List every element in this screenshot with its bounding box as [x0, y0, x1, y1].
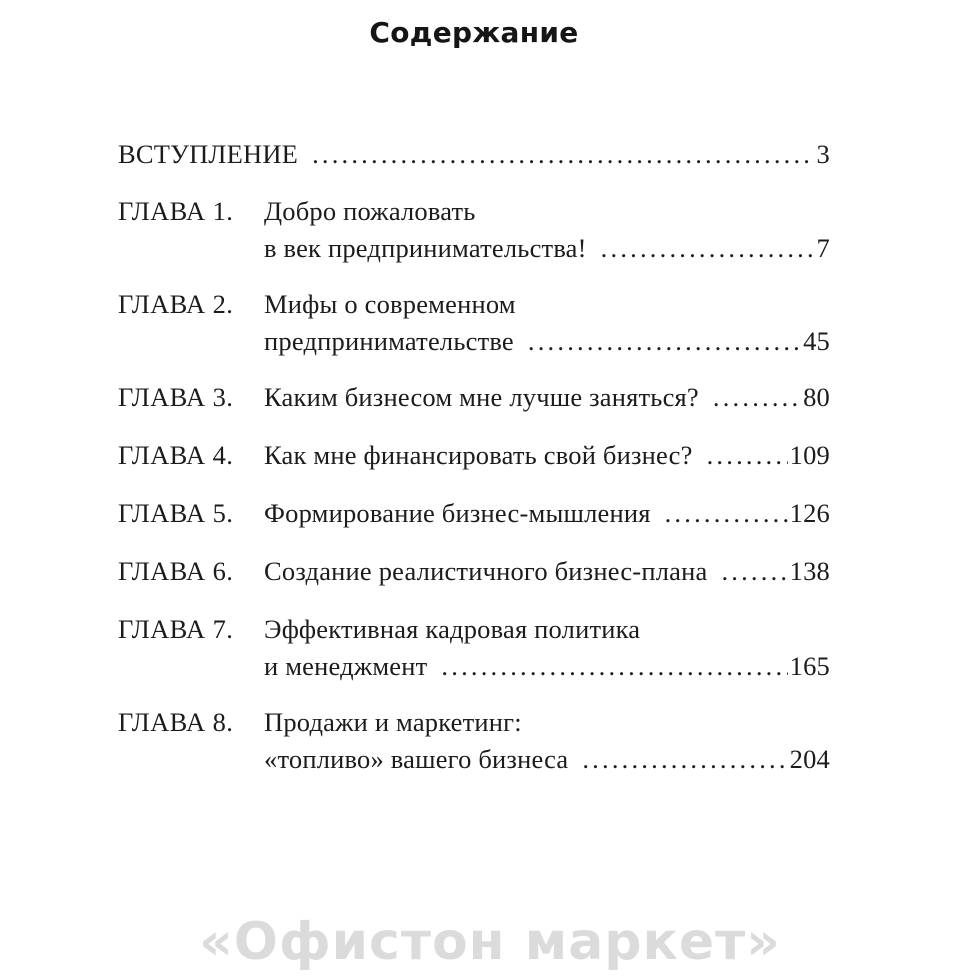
toc-title-line: Мифы о современном — [264, 289, 516, 319]
toc-final-line — [264, 648, 830, 685]
watermark: «Офистон маркет» — [199, 912, 781, 972]
toc-final-line — [264, 741, 830, 778]
toc-title-line: Формирование бизнес-мышления — [264, 498, 651, 528]
dot-leader — [713, 379, 801, 416]
chapter-label: ГЛАВА 1. — [118, 196, 234, 226]
toc-title-line: и менеджмент — [264, 651, 428, 681]
toc-page-number: 80 — [803, 382, 830, 412]
chapter-label: ГЛАВА 6. — [118, 556, 234, 586]
toc-title-line: Эффективная кадровая политика — [264, 614, 641, 644]
toc-page-number: 138 — [789, 556, 830, 586]
toc-entry-body — [264, 193, 830, 267]
page-title: Содержание — [369, 16, 579, 49]
toc-page-number: 3 — [816, 139, 830, 169]
toc-entry-body — [264, 495, 830, 532]
dot-leader — [721, 553, 787, 590]
toc-entry-body — [264, 553, 830, 590]
toc-title-line: Каким бизнесом мне лучше заняться? — [264, 382, 699, 412]
chapter-label: ГЛАВА 4. — [118, 440, 234, 470]
toc-page-number: 7 — [816, 233, 830, 263]
toc-entry-body — [264, 437, 830, 474]
toc-final-line — [264, 323, 830, 360]
toc-final-line — [264, 230, 830, 267]
toc-entry-body — [264, 286, 830, 360]
dot-leader — [312, 136, 814, 173]
toc-page-number: 109 — [789, 440, 830, 470]
toc-title-line: Как мне финансировать свой бизнес? — [264, 440, 693, 470]
toc-entry-intro[interactable] — [118, 136, 830, 173]
chapter-label: ГЛАВА 8. — [118, 707, 234, 737]
toc-final-line — [118, 136, 830, 173]
toc-entry-body — [264, 704, 830, 778]
toc-page-number: 165 — [789, 651, 830, 681]
toc-title-line: предпринимательстве — [264, 326, 514, 356]
toc-final-line — [264, 495, 830, 532]
toc-entry-chapter-1[interactable] — [118, 193, 830, 267]
toc-entry-chapter-4[interactable] — [118, 437, 830, 474]
chapter-label: ГЛАВА 7. — [118, 614, 234, 644]
toc-page-number: 126 — [789, 498, 830, 528]
toc-entry-chapter-8[interactable] — [118, 704, 830, 778]
chapter-label: ГЛАВА 5. — [118, 498, 234, 528]
chapter-label: ГЛАВА 3. — [118, 382, 234, 412]
toc-entry-title: ВСТУПЛЕНИЕ — [118, 139, 299, 169]
toc-title-line: Добро пожаловать — [264, 196, 476, 226]
toc-title-line: Продажи и маркетинг: — [264, 707, 522, 737]
dot-leader — [528, 323, 801, 360]
toc-entry-chapter-5[interactable] — [118, 495, 830, 532]
dot-leader — [582, 741, 787, 778]
toc-title-line: «топливо» вашего бизнеса — [264, 744, 569, 774]
chapter-label: ГЛАВА 2. — [118, 289, 234, 319]
dot-leader — [441, 648, 787, 685]
toc-final-line — [264, 437, 830, 474]
toc-page-number: 45 — [803, 326, 830, 356]
toc-entry-body — [264, 379, 830, 416]
toc-final-line — [264, 379, 830, 416]
toc-entry-body — [118, 136, 830, 173]
toc-entry-chapter-3[interactable] — [118, 379, 830, 416]
table-of-contents — [118, 136, 830, 797]
toc-entry-body — [264, 611, 830, 685]
dot-leader — [601, 230, 815, 267]
dot-leader — [707, 437, 788, 474]
toc-title-line: Создание реалистичного бизнес-плана — [264, 556, 708, 586]
toc-title-line: в век предпринимательства! — [264, 233, 587, 263]
dot-leader — [665, 495, 788, 532]
toc-entry-chapter-2[interactable] — [118, 286, 830, 360]
toc-page-number: 204 — [789, 744, 830, 774]
toc-final-line — [264, 553, 830, 590]
toc-entry-chapter-7[interactable] — [118, 611, 830, 685]
toc-entry-chapter-6[interactable] — [118, 553, 830, 590]
